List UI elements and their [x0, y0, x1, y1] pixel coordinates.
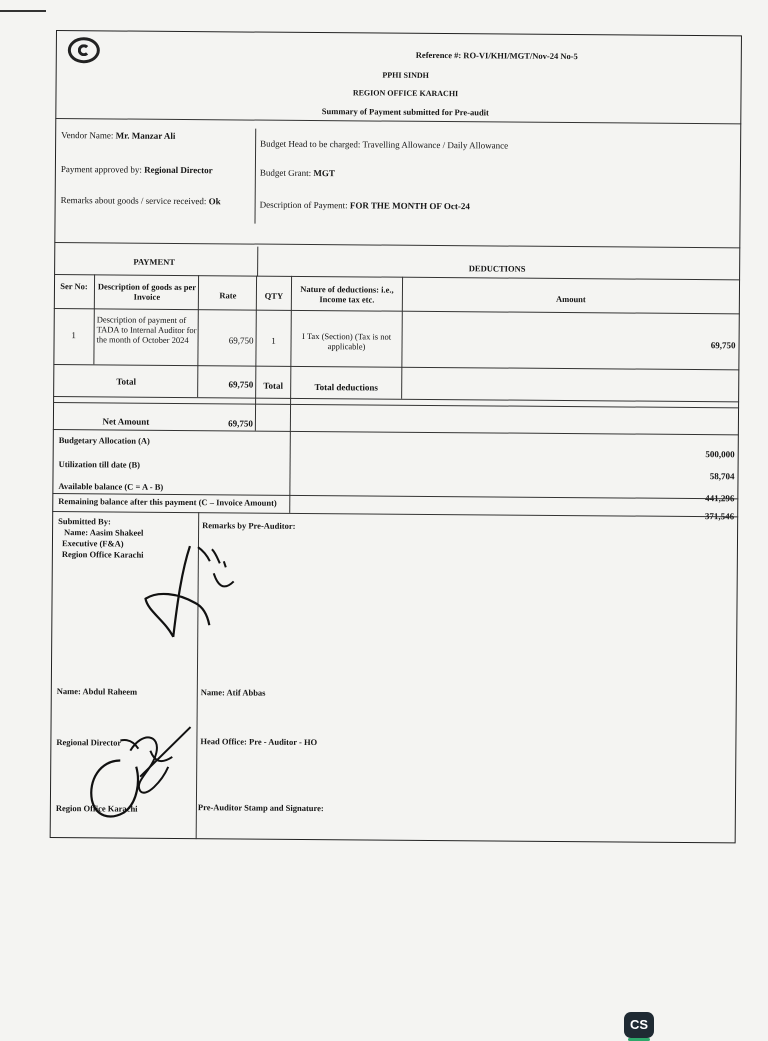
camscanner-badge-icon: CS [624, 1012, 654, 1038]
row-ser: 1 [71, 330, 76, 341]
net-amount-label: Net Amount [102, 416, 150, 427]
utilization-value: 58,704 [709, 471, 735, 482]
form-title: Summary of Payment submitted for Pre-audit [321, 106, 489, 118]
scan-edge-mark [0, 10, 46, 12]
total-value: 69,750 [228, 379, 254, 390]
col-rate-header: Rate [219, 290, 237, 301]
total-deductions-label: Total deductions [314, 382, 378, 393]
submitted-by-label: Submitted By: [58, 516, 111, 527]
col-nature-header: Nature of deductions: i.e., Income tax etc. [300, 283, 394, 305]
office-name: REGION OFFICE KARACHI [352, 88, 459, 99]
col-amount-header: Amount [555, 293, 586, 305]
utilization-label: Utilization till date (B) [58, 459, 141, 470]
allocation-value: 500,000 [705, 449, 735, 460]
available-label: Available balance (C = A - B) [58, 481, 164, 492]
col-description-header: Description of goods as per Invoice [97, 281, 197, 302]
auditor-office: Head Office: Pre - Auditor - HO [200, 736, 318, 748]
approved-line: Payment approved by: Regional Director [60, 164, 213, 176]
submitted-office: Region Office Karachi [61, 549, 144, 560]
submitted-name: Name: Aasim Shakeel [64, 527, 144, 538]
stamp-label: Pre-Auditor Stamp and Signature: [197, 802, 324, 814]
remaining-label: Remaining balance after this payment (C – Invoice Amount) [58, 496, 277, 508]
budget-head-line: Budget Head to be charged: Travelling Allowance / Daily Allowance [260, 138, 509, 151]
net-amount-value: 69,750 [228, 418, 253, 429]
payment-heading: PAYMENT [133, 256, 176, 267]
remarks-line: Remarks about goods / service received: Ok [60, 195, 221, 207]
submitter-signature [137, 541, 248, 642]
description-line: Description of Payment: FOR THE MONTH OF Oct-24 [259, 199, 470, 212]
reference-number: Reference #: RO-VI/KHI/MGT/Nov-24 No-5 [415, 49, 578, 62]
submitted-title: Executive (F&A) [61, 538, 124, 549]
total-qty-label: Total [263, 380, 284, 391]
row-nature: I Tax (Section) (Tax is not applicable) [302, 330, 392, 352]
allocation-label: Budgetary Allocation (A) [58, 435, 150, 446]
deductions-heading: DEDUCTIONS [468, 263, 526, 274]
auditor-name: Name: Atif Abbas [200, 687, 266, 698]
available-value: 441,296 [705, 493, 735, 504]
org-name: PPHI SINDH [382, 70, 429, 80]
remarks-by-label: Remarks by Pre-Auditor: [202, 520, 296, 531]
row-description: Description of payment of TADA to Internal Auditor for the month of October 2024 [96, 314, 197, 346]
vendor-line: Vendor Name: Mr. Manzar Ali [61, 130, 176, 141]
pphi-logo-icon [68, 37, 100, 63]
col-qty-header: QTY [264, 290, 284, 301]
payment-summary-sheet [50, 30, 742, 843]
row-qty: 1 [271, 335, 276, 346]
director-name: Name: Abdul Raheem [56, 686, 138, 697]
budget-grant-line: Budget Grant: MGT [259, 167, 335, 179]
director-office: Region Office Karachi [55, 803, 138, 814]
director-signature [80, 720, 201, 831]
director-title: Regional Director [56, 737, 122, 748]
col-ser-header: Ser No: [60, 281, 88, 292]
remaining-value: 371,546 [704, 511, 735, 522]
total-label: Total [116, 376, 137, 387]
row-rate: 69,750 [228, 335, 254, 346]
row-amount: 69,750 [710, 340, 736, 351]
